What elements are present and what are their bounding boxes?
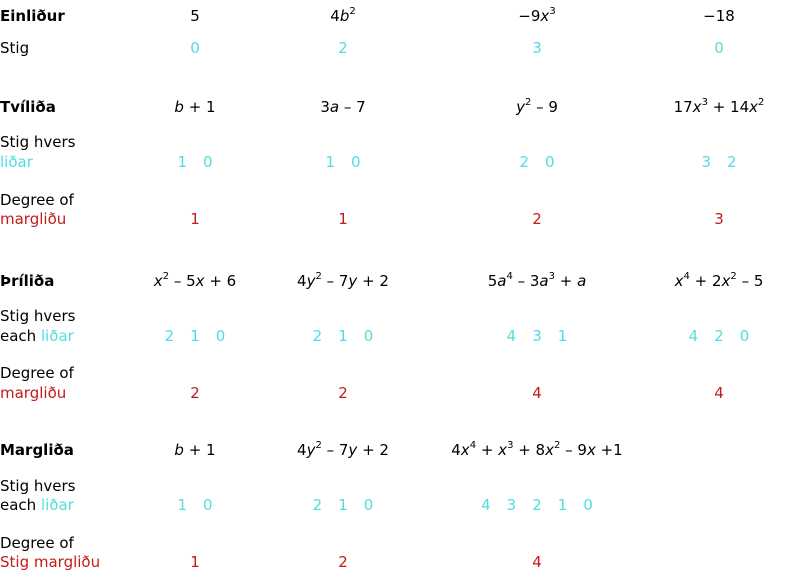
binomial-degree-4: 3 xyxy=(714,210,724,228)
polynomial-terms-label-1: Stig hvers xyxy=(0,477,76,495)
monomial-degree-label: Stig xyxy=(0,39,30,57)
trinomial-expr-2: $4y^2 - 7y + 2$ xyxy=(297,271,389,290)
monomial-label: Einliður xyxy=(0,7,65,25)
trinomial-terms-label-2: each liðar xyxy=(0,327,74,345)
trinomial-term-degrees-3: 4 3 1 xyxy=(506,327,568,345)
polynomial-degree-2: 2 xyxy=(338,553,348,571)
polynomial-degree-3: 4 xyxy=(532,553,542,571)
binomial-terms-label-2: liðar xyxy=(0,153,33,171)
binomial-term-degrees-2: 1 0 xyxy=(325,153,361,171)
polynomial-label: Margliða xyxy=(0,441,74,459)
polynomial-expr-2: $4y^2 - 7y + 2$ xyxy=(297,440,389,459)
monomial-degree-2: 2 xyxy=(338,39,348,57)
binomial-poly-label-2: margliðu xyxy=(0,210,67,228)
binomial-poly-label-1: Degree of xyxy=(0,191,74,209)
polynomial-term-degrees-1: 1 0 xyxy=(177,496,213,514)
binomial-degree-3: 2 xyxy=(532,210,542,228)
polynomial-poly-label-1: Degree of xyxy=(0,534,74,552)
polynomial-poly-label-2: Stig margliðu xyxy=(0,553,101,571)
binomial-term-degrees-4: 3 2 xyxy=(701,153,737,171)
binomial-expr-1: b + 1 xyxy=(174,98,216,116)
polynomial-term-degrees-3: 4 3 2 1 0 xyxy=(481,496,593,514)
trinomial-term-degrees-1: 2 1 0 xyxy=(164,327,226,345)
trinomial-degree-1: 2 xyxy=(190,384,200,402)
trinomial-label: Þríliða xyxy=(0,272,55,290)
monomial-expr-4: −18 xyxy=(703,7,735,25)
trinomial-term-degrees-2: 2 1 0 xyxy=(312,327,374,345)
binomial-expr-2: 3a – 7 xyxy=(320,98,366,116)
monomial-expr-1: 5 xyxy=(190,7,200,25)
binomial-degree-2: 1 xyxy=(338,210,348,228)
polynomial-degree-1: 1 xyxy=(190,553,200,571)
trinomial-degree-2: 2 xyxy=(338,384,348,402)
trinomial-poly-label-1: Degree of xyxy=(0,364,74,382)
trinomial-degree-4: 4 xyxy=(714,384,724,402)
trinomial-poly-label-2: margliðu xyxy=(0,384,67,402)
polynomial-terms-label-2: each liðar xyxy=(0,496,74,514)
polynomial-term-degrees-2: 2 1 0 xyxy=(312,496,374,514)
trinomial-expr-4: $x^4 + 2x^2 - 5$ xyxy=(674,271,764,290)
monomial-degree-4: 0 xyxy=(714,39,724,57)
trinomial-term-degrees-4: 4 2 0 xyxy=(688,327,750,345)
binomial-terms-label-1: Stig hvers xyxy=(0,133,76,151)
trinomial-terms-label-1: Stig hvers xyxy=(0,307,76,325)
binomial-label: Tvíliða xyxy=(0,98,56,116)
trinomial-degree-3: 4 xyxy=(532,384,542,402)
monomial-degree-3: 3 xyxy=(532,39,542,57)
polynomial-expr-3: $4x^4 + x^3 + 8x^2 - 9x +1$ xyxy=(451,440,623,459)
binomial-expr-3: $y^2 - 9$ xyxy=(516,97,558,116)
binomial-term-degrees-1: 1 0 xyxy=(177,153,213,171)
trinomial-expr-3: $5a^4 - 3a^3 + a$ xyxy=(487,271,587,290)
binomial-degree-1: 1 xyxy=(190,210,200,228)
binomial-term-degrees-3: 2 0 xyxy=(519,153,555,171)
monomial-expr-3: $-9x^3$ xyxy=(518,6,556,25)
monomial-degree-1: 0 xyxy=(190,39,200,57)
binomial-expr-4: $17x^3 + 14x^2$ xyxy=(673,97,765,116)
polynomial-expr-1: b + 1 xyxy=(174,441,216,459)
monomial-expr-2: $4b^2$ xyxy=(330,6,356,25)
trinomial-expr-1: $x^2 - 5x + 6$ xyxy=(153,271,237,290)
